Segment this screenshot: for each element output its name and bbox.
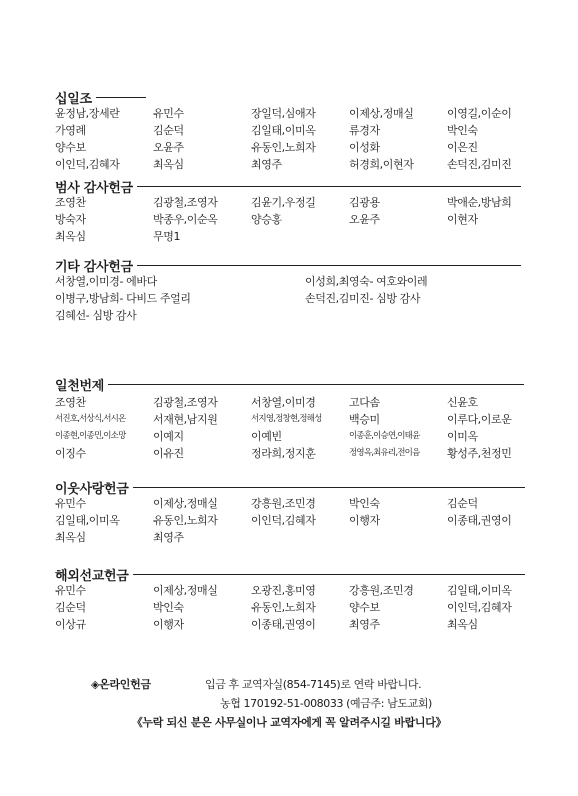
name-row [55, 445, 535, 462]
donor-name: 이제상,정매실 [349, 107, 414, 120]
donor-name: 김순덕 [447, 497, 478, 510]
donor-name: 이행자 [349, 514, 380, 527]
neighbor-love-name-grid [55, 495, 535, 546]
donor-name: 김윤기,우정길 [251, 196, 316, 209]
bank-account-info: 농협 170192-51-008033 (예금주: 남도교회) [220, 697, 432, 710]
donor-name: 김일태,이미옥 [55, 514, 120, 527]
donor-name: 이인덕,김혜자 [447, 601, 512, 614]
name-row [55, 394, 535, 411]
section-title-other-gratitude: 기타 감사헌금 [55, 259, 133, 275]
donor-name: 이인덕,김혜자 [55, 158, 120, 171]
donor-name: 최옥심 [55, 230, 86, 243]
omission-notice: 《누락 되신 분은 사무실이나 교역자에게 꼭 알려주시길 바랍니다》 [131, 716, 447, 729]
section-title-neighbor-love: 이웃사랑헌금 [55, 481, 129, 497]
name-row [55, 139, 535, 156]
section-title-overseas-mission: 해외선교헌금 [55, 568, 129, 584]
donor-name: 이상규 [55, 618, 86, 631]
section-rule [133, 487, 525, 488]
donor-name: 장일덕,심애자 [251, 107, 316, 120]
donor-name: 조영찬 [55, 396, 86, 409]
donor-name: 최옥심 [55, 531, 86, 544]
gratitude-entry: 서창열,이미경- 에바다 [55, 275, 157, 288]
donor-name: 강흥원,조민경 [251, 497, 316, 510]
donor-name: 이종태,권영이 [447, 514, 512, 527]
name-row [55, 105, 535, 122]
donor-name: 양승홍 [251, 213, 282, 226]
name-row [55, 211, 535, 228]
donor-name: 윤정남,장세란 [55, 107, 120, 120]
name-row [55, 290, 535, 307]
donor-name: 양수보 [349, 601, 380, 614]
donor-name: 손덕진,김미진 [447, 158, 512, 171]
name-row [55, 599, 535, 616]
donor-name: 정라희,정지훈 [251, 447, 316, 460]
donor-name: 이종훈,이승연,이태윤 [349, 431, 420, 441]
thousand-offering-name-grid [55, 394, 535, 462]
donor-name: 박인숙 [153, 601, 184, 614]
section-rule [137, 265, 521, 266]
donor-name: 이예빈 [251, 430, 282, 443]
donor-name: 김순덕 [153, 124, 184, 137]
donor-name: 오윤주 [349, 213, 380, 226]
donor-name: 유민수 [55, 497, 86, 510]
donor-name: 강흥원,조민경 [349, 584, 414, 597]
donor-name: 정영옥,최유리,전이음 [349, 448, 420, 458]
donor-name: 이행자 [153, 618, 184, 631]
donor-name: 서진호,서상식,서시온 [55, 414, 126, 424]
name-row [55, 228, 535, 245]
donor-name: 방숙자 [55, 213, 86, 226]
name-row [55, 495, 535, 512]
tithe-name-grid [55, 105, 535, 173]
name-row [55, 582, 535, 599]
donor-name: 이현자 [447, 213, 478, 226]
donor-name: 이미옥 [447, 430, 478, 443]
donor-name: 최영주 [251, 158, 282, 171]
donor-name: 최영주 [349, 618, 380, 631]
donor-name: 김순덕 [55, 601, 86, 614]
donor-name: 양수보 [55, 141, 86, 154]
donor-name: 서재현,남지원 [153, 413, 218, 426]
section-rule [96, 97, 146, 98]
donor-name: 서지영,정창현,정해성 [251, 414, 322, 424]
donor-name: 최옥심 [153, 158, 184, 171]
donor-name: 이유진 [153, 447, 184, 460]
donor-name: 신윤호 [447, 396, 478, 409]
donor-name: 이루다,이로운 [447, 413, 512, 426]
gratitude-entry: 이병구,방남희- 다비드 주얼리 [55, 292, 191, 305]
name-row [55, 307, 535, 324]
donor-name: 박인숙 [349, 497, 380, 510]
donor-name: 이영길,이순이 [447, 107, 512, 120]
donor-name: 유민수 [55, 584, 86, 597]
donor-name: 김광용 [349, 196, 380, 209]
name-row [55, 428, 535, 445]
section-title-all-gratitude: 범사 감사헌금 [55, 180, 133, 196]
all-gratitude-name-grid [55, 194, 535, 245]
gratitude-entry: 이성희,최영숙- 여호와이레 [305, 275, 428, 288]
donor-name: 박인숙 [447, 124, 478, 137]
donor-name: 서창열,이미경 [251, 396, 316, 409]
donor-name: 김광철,조영자 [153, 396, 218, 409]
donor-name: 이종태,권영이 [251, 618, 316, 631]
section-header-tithe [55, 88, 146, 106]
donor-name: 이제상,정매실 [153, 497, 218, 510]
name-row [55, 616, 535, 633]
donor-name: 유동인,노희자 [251, 601, 316, 614]
name-row [55, 411, 535, 428]
donor-name: 유동인,노희자 [251, 141, 316, 154]
donor-name: 이인덕,김혜자 [251, 514, 316, 527]
section-header-thousand-offering [55, 375, 524, 393]
donor-name: 김일태,이미옥 [447, 584, 512, 597]
other-gratitude-list [55, 273, 535, 324]
donor-name: 오광진,홍미영 [251, 584, 316, 597]
online-offering-label: ◈온라인헌금 [91, 678, 151, 691]
name-row [55, 512, 535, 529]
donor-name: 이예지 [153, 430, 184, 443]
donor-name: 조영찬 [55, 196, 86, 209]
donor-name: 고다솜 [349, 396, 380, 409]
online-offering-instruction: 입금 후 교역자실(854-7145)로 연락 바랍니다. [205, 678, 422, 691]
donor-name: 백승미 [349, 413, 380, 426]
name-row [55, 529, 535, 546]
section-header-all-gratitude [55, 177, 521, 195]
section-header-other-gratitude [55, 256, 521, 274]
donor-name: 유민수 [153, 107, 184, 120]
name-row [55, 156, 535, 173]
section-rule [108, 384, 524, 385]
donor-name: 허경희,이현자 [349, 158, 414, 171]
donor-name: 이은진 [447, 141, 478, 154]
name-row [55, 194, 535, 211]
gratitude-entry: 김혜선- 심방 감사 [55, 309, 137, 322]
donor-name: 가영례 [55, 124, 86, 137]
section-title-tithe: 십일조 [55, 91, 92, 107]
donor-name: 이성화 [349, 141, 380, 154]
donor-name: 김광철,조영자 [153, 196, 218, 209]
donor-name: 이징수 [55, 447, 86, 460]
donor-name: 최옥심 [447, 618, 478, 631]
gratitude-entry: 손덕진,김미진- 심방 감사 [305, 292, 421, 305]
name-row [55, 122, 535, 139]
donor-name: 이제상,정매실 [153, 584, 218, 597]
donor-name: 무명1 [153, 230, 181, 243]
section-rule [137, 186, 521, 187]
donor-name: 오윤주 [153, 141, 184, 154]
name-row [55, 273, 535, 290]
overseas-mission-name-grid [55, 582, 535, 633]
donor-name: 황성주,천정민 [447, 447, 512, 460]
donor-name: 류경자 [349, 124, 380, 137]
donor-name: 유동인,노희자 [153, 514, 218, 527]
donor-name: 김일태,이미옥 [251, 124, 316, 137]
donor-name: 이종현,이종민,이소망 [55, 431, 126, 441]
section-rule [133, 574, 525, 575]
donor-name: 최영주 [153, 531, 184, 544]
donor-name: 박애순,방남희 [447, 196, 512, 209]
section-header-neighbor-love [55, 478, 525, 496]
section-title-thousand-offering: 일천번제 [55, 378, 105, 394]
section-header-overseas-mission [55, 565, 525, 583]
donor-name: 박종우,이순옥 [153, 213, 218, 226]
